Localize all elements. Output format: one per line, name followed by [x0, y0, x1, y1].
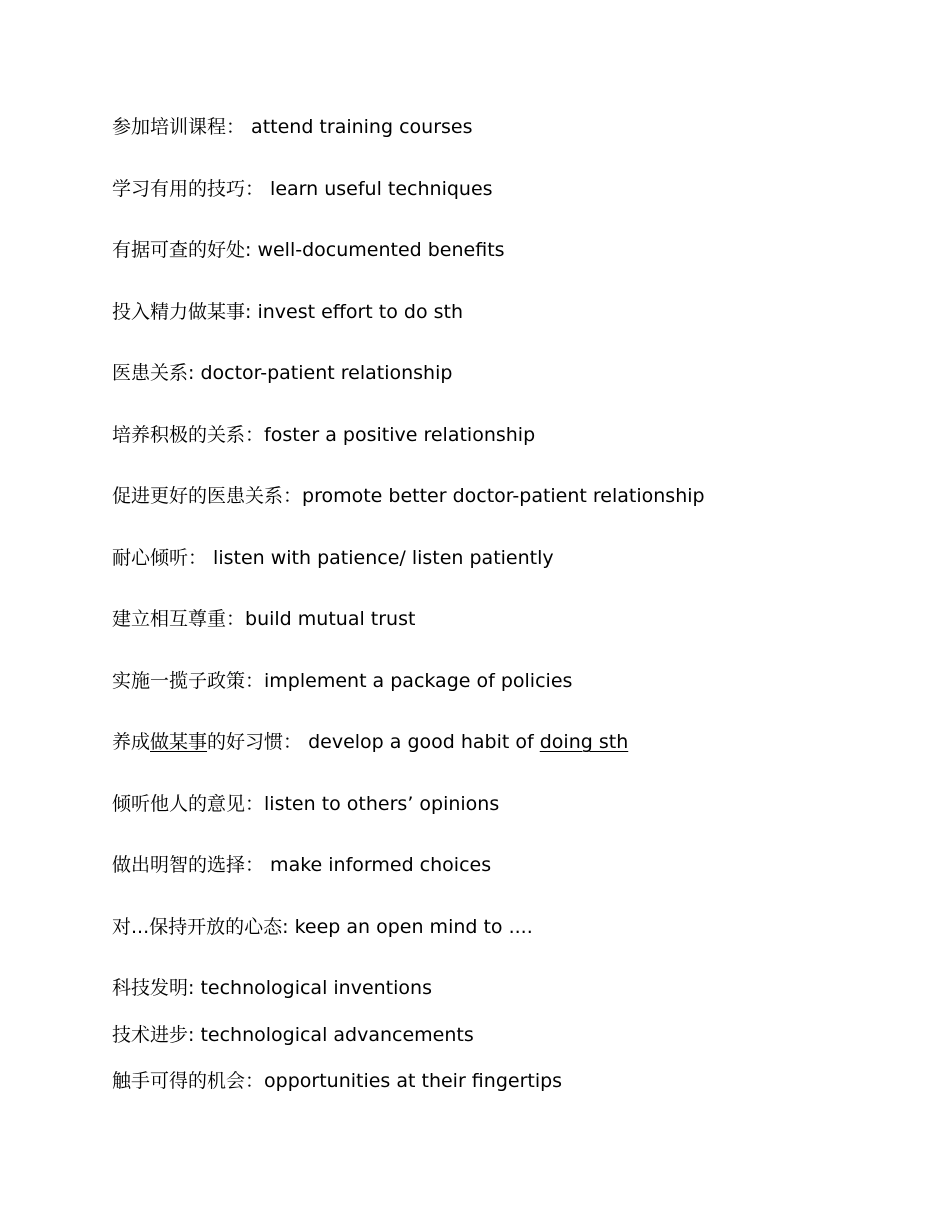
phrase-line	[112, 115, 473, 139]
english-term-prefix: develop a good habit of	[302, 731, 540, 753]
chinese-term: 对...保持开放的心态:	[112, 916, 289, 938]
english-term: learn useful techniques	[264, 178, 493, 200]
chinese-term: 投入精力做某事:	[112, 301, 252, 323]
phrase-line	[112, 669, 572, 693]
english-term: technological inventions	[194, 977, 432, 999]
chinese-term: 做出明智的选择：	[112, 854, 265, 876]
phrase-line	[112, 607, 415, 631]
phrase-line	[112, 853, 491, 877]
phrase-line	[112, 361, 452, 385]
phrase-line	[112, 1023, 474, 1047]
english-term: listen to others’ opinions	[264, 793, 500, 815]
phrase-line	[112, 546, 554, 570]
english-term: keep an open mind to ....	[288, 916, 533, 938]
phrase-line	[112, 300, 463, 324]
phrase-line	[112, 1069, 562, 1093]
chinese-term: 技术进步:	[112, 1024, 195, 1046]
phrase-line	[112, 484, 705, 508]
english-term: build mutual trust	[245, 608, 416, 630]
phrase-line	[112, 792, 499, 816]
chinese-term: 促进更好的医患关系：	[112, 485, 303, 507]
phrase-line	[112, 177, 493, 201]
chinese-term: 学习有用的技巧：	[112, 178, 265, 200]
english-term: implement a package of policies	[264, 670, 573, 692]
english-term: attend training courses	[245, 116, 473, 138]
chinese-term: 建立相互尊重：	[112, 608, 246, 630]
english-term: opportunities at their fingertips	[264, 1070, 563, 1092]
english-term: well-documented benefits	[251, 239, 505, 261]
phrase-line	[112, 423, 535, 447]
phrase-line	[112, 915, 533, 939]
chinese-term-prefix: 养成	[112, 731, 151, 753]
english-term: make informed choices	[264, 854, 492, 876]
chinese-term-underlined: 做某事	[150, 731, 208, 753]
chinese-term: 触手可得的机会：	[112, 1070, 265, 1092]
english-term: invest effort to do sth	[251, 301, 464, 323]
chinese-term: 参加培训课程：	[112, 116, 246, 138]
english-term: promote better doctor-patient relationship	[302, 485, 705, 507]
chinese-term: 培养积极的关系：	[112, 424, 265, 446]
phrase-line-habit	[112, 730, 628, 754]
phrase-line	[112, 976, 432, 1000]
english-term: technological advancements	[194, 1024, 474, 1046]
chinese-term: 有据可查的好处:	[112, 239, 252, 261]
chinese-term: 医患关系:	[112, 362, 195, 384]
english-term: doctor-patient relationship	[194, 362, 453, 384]
chinese-term: 倾听他人的意见：	[112, 793, 265, 815]
chinese-term: 实施一揽子政策：	[112, 670, 265, 692]
english-term-underlined: doing sth	[539, 731, 629, 753]
phrase-line	[112, 238, 505, 262]
english-term: listen with patience/ listen patiently	[207, 547, 554, 569]
english-term: foster a positive relationship	[264, 424, 536, 446]
chinese-term-suffix: 的好习惯：	[207, 731, 303, 753]
chinese-term: 科技发明:	[112, 977, 195, 999]
chinese-term: 耐心倾听：	[112, 547, 208, 569]
